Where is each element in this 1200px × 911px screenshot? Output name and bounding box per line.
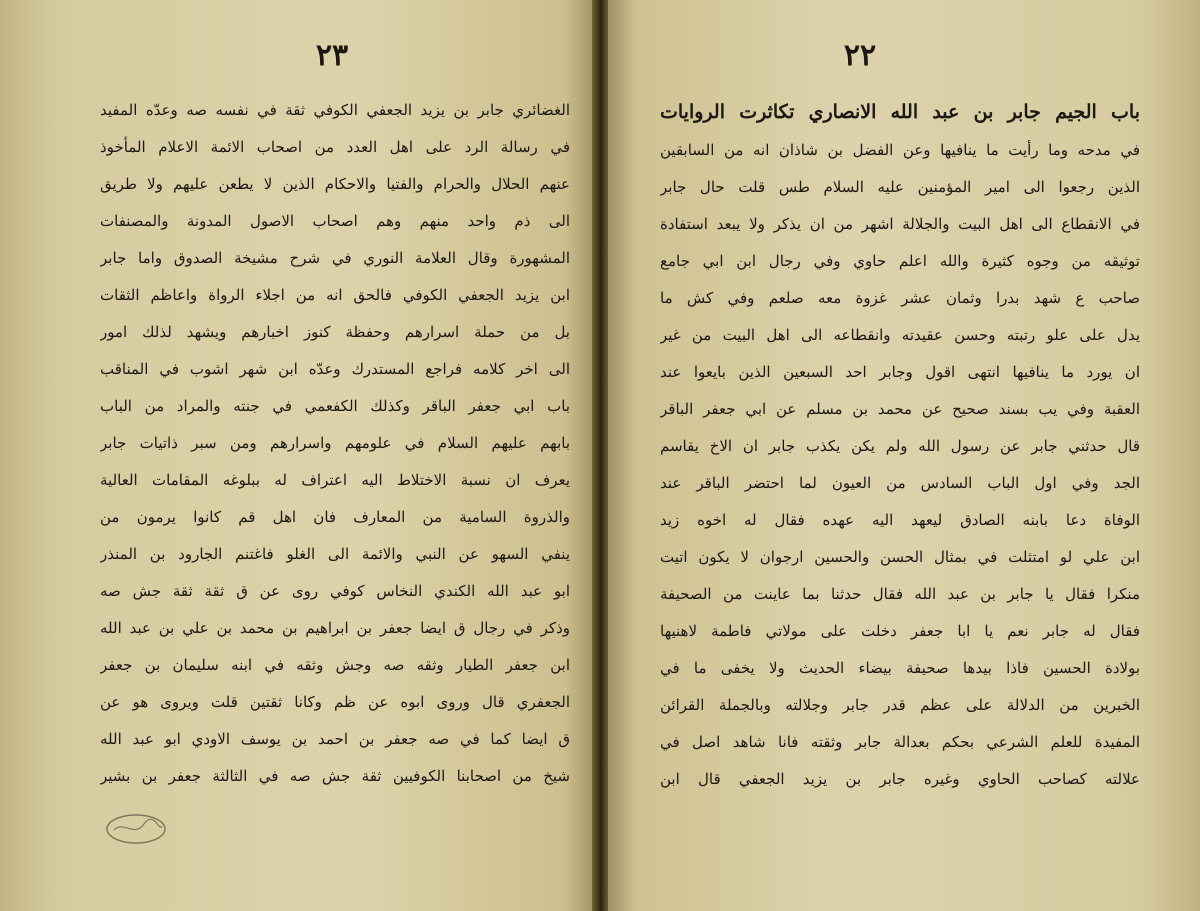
text-line: منكرا فقال يا جابر بن عبد الله فقال حدثنا بما عاينت من الصحيفة [660,585,1140,603]
text-line: الى اخر كلامه فراجع المستدرك وعدّه ابن شهر اشوب في المناقب [100,360,570,378]
text-line: يدل على علو رتبته وحسن عقيدته وانقطاعه الى اهل البيت من غير [660,326,1140,344]
text-line: الذين رجعوا الى امير المؤمنين عليه السلام طس قلت حال جابر [660,178,1140,196]
book-gutter [592,0,608,911]
text-line: الغضائري جابر بن يزيد الجعفي الكوفي ثقة في نفسه صه وعدّه المفيد [100,101,570,119]
text-line: الخبرين من الدلالة على عظم قدر جابر وجلالته وبالجملة القرائن [660,696,1140,714]
text-line: والذروة السامية من المعارف فان اهل قم كانوا يرمون من [100,508,570,526]
text-line: وذكر في رجال ق ايضا جعفر بن ابراهيم بن محمد بن علي بن عبد الله [100,619,570,637]
left-page-number: ٢٣ [315,38,349,73]
text-line: ابن جعفر الطيار وثقه صه وجش وثقه في ابنه سليمان بن جعفر [100,656,570,674]
text-line: فقال له جابر نعم يا ابا جعفر دخلت على مولاتي فاطمة لاهنيها [660,622,1140,640]
text-line: العقبة وفي يب بسند صحيح عن محمد بن مسلم عن ابي جعفر الباقر [660,400,1140,418]
text-line: المفيدة للعلم الشرعي بحكم بعدالة جابر وثقته فانا شاهد اصل في [660,733,1140,751]
text-line: ابن علي لو امتثلت في بمثال الحسن والحسين ارجوان لا يكون اتيت [660,548,1140,566]
text-line: في مدحه وما رأيت ما ينافيها وعن الفضل بن شاذان انه من السابقين [660,141,1140,159]
text-line: ابن يزيد الجعفي الكوفي فالحق انه من اجلاء الرواة واعاظم الثقات [100,286,570,304]
text-line: علالته كصاحب الحاوي وغيره جابر بن يزيد الجعفي قال ابن [660,770,1140,788]
text-line: بولادة الحسين فاذا بيدها صحيفة بيضاء الحديث ولا يخفى ما في [660,659,1140,677]
text-line: ان يورد ما ينافيها انتهى اقول وجابر احد السبعين الذين بايعوا عند [660,363,1140,381]
text-line: عنهم الحلال والحرام والفتيا والاحكام الذين لا يطعن عليهم ولا طريق [100,175,570,193]
text-line: توثيقه من وجوه كثيرة والله اعلم حاوي وفي رجال ابن ابي جامع [660,252,1140,270]
text-line: بل من حملة اسرارهم وحفظة كنوز اخبارهم ويشهد لذلك امور [100,323,570,341]
text-line: باب ابي جعفر الباقر وكذلك الكفعمي في جنته والمراد من الباب [100,397,570,415]
text-line: صاحب ع شهد بدرا وثمان عشر غزوة معه صلعم وفي كش ما [660,289,1140,307]
right-page-text [660,92,1140,798]
text-line: الجد وفي اول الباب السادس من العيون لما احتضر الباقر عند [660,474,1140,492]
text-line: في الانقطاع الى اهل البيت والجلالة اشهر من ان يذكر ولا يبعد استفادة [660,215,1140,233]
text-line: ق ايضا كما في صه جعفر بن احمد بن يوسف الاودي ابو عبد الله [100,730,570,748]
text-line: الوفاة دعا بابنه الصادق ليعهد اليه عهده فقال له اخوه زيد [660,511,1140,529]
text-line: بابهم عليهم السلام في علومهم واسرارهم ومن سبر ذاتيات جابر [100,434,570,452]
text-line: شيخ من اصحابنا الكوفيين ثقة جش صه في الثالثة جعفر بن بشير [100,767,570,785]
text-line: قال حدثني جابر عن رسول الله ولم يكن يكذب جابر ان الاخ يقاسم [660,437,1140,455]
text-line: الجعفري قال وروى ابوه عن ظم وكانا ثقتين قلت ويروى هو عن [100,693,570,711]
text-line: في رسالة الرد على اهل العدد من اصحاب الائمة الاعلام المأخوذ [100,138,570,156]
right-page [600,0,1200,911]
text-line: ابو عبد الله الكندي النخاس كوفي روى عن ق ثقة ثقة جش صه [100,582,570,600]
left-page-text [100,92,570,795]
right-page-number: ٢٢ [843,38,877,73]
text-line: المشهورة وقال العلامة النوري في شرح مشيخة الصدوق واما جابر [100,249,570,267]
ink-stamp [104,812,168,846]
text-line: الى ذم واحد منهم وهم اصحاب الاصول المدونة والمصنفات [100,212,570,230]
text-line: ينفي السهو عن النبي والائمة الى الغلو فاغتنم الجارود بن المنذر [100,545,570,563]
section-heading-line: باب الجيم جابر بن عبد الله الانصاري تكاثرت الروايات [660,101,1140,123]
text-line: يعرف ان نسبة الاختلاط اليه اعتراف له ببلوغه المقامات العالية [100,471,570,489]
